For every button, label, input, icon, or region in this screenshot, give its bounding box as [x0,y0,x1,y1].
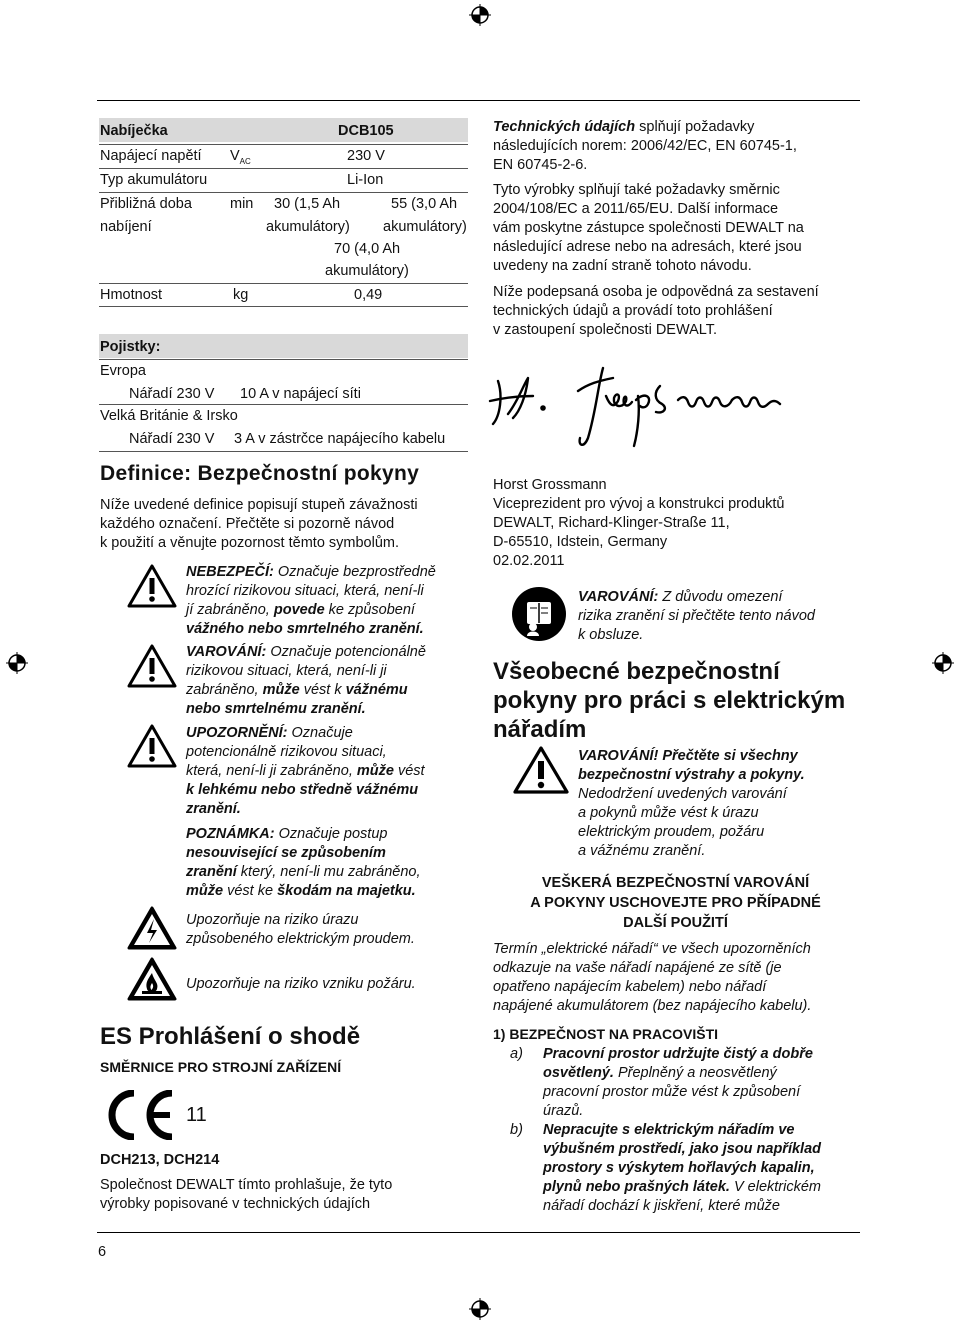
bottom-rule [97,1232,860,1233]
notice-text: POZNÁMKA: Označuje postup nesouvisející se způsobením zranění který, není-li mu zabráněno, může vést ke škodám na majetku. [186,826,421,899]
spec-value: akumulátory) [266,219,350,235]
read-manual-icon [511,586,567,642]
fire-hazard-icon [127,957,177,1001]
spec-value: akumulátory) [383,219,467,235]
spec-label: Napájecí napětí [100,148,202,164]
item-b-text: Nepracujte s elektrickým nářadím ve výbušném prostředí, jako jsou například prostory s výskytem hořlavých kapalin, plynů nebo prašných látek. V elektrickém nářadí dochází k jiskření, které může [543,1122,821,1214]
save-instructions: VEŠKERÁ BEZPEČNOSTNÍ VAROVÁNÍ A POKYNY USCHOVEJTE PRO PŘÍPADNÉ DALŠÍ POUŽITÍ [530,875,821,931]
declaration-models: DCH213, DCH214 [100,1152,220,1168]
definitions-intro: Níže uvedené definice popisují stupeň závažnosti každého označení. Přečtěte si pozorně návod k použití a věnujte pozornost těmto symbolům. [100,497,418,551]
danger-text: NEBEZPEČÍ: Označuje bezprostředně hrozící rizikovou situaci, která, není-li jí zabráněno, povede ke způsobení vážného nebo smrtelného zranění. [186,564,436,637]
table-rule [99,359,468,360]
technical-data-text: Technických údajích splňují požadavky následujících norem: 2006/42/EC, EN 60745-1, EN 60745-2-6. [493,119,797,173]
general-safety-title: Všeobecné bezpečnostní pokyny pro práci s elektrickým nářadím [493,658,846,743]
fuses-header: Pojistky: [100,339,161,355]
warning-text: VAROVÁNÍ: Označuje potencionálně rizikovou situaci, která, není-li ji zabráněno, může vést k vážnému nebo smrtelnému zranění. [186,644,426,717]
item-a-label: a) [510,1046,523,1062]
read-manual-text: VAROVÁNÍ: Z důvodu omezení rizika zranění si přečtěte tento návod k obsluze. [578,589,815,643]
fuse-value: 10 A v napájecí síti [240,386,361,402]
fuse-region: Velká Británie & Irsko [100,408,238,424]
spec-value: 0,49 [354,287,383,303]
general-warning-icon [513,746,569,794]
registration-mark-icon [6,652,28,674]
section-work-area-safety: 1) BEZPEČNOST NA PRACOVIŠTI [493,1026,719,1042]
spec-label: Hmotnost [100,287,163,303]
table-rule [99,192,468,193]
spec-value: 55 (3,0 Ah [391,196,458,212]
fuse-region: Evropa [100,363,146,379]
spec-value: 230 V [347,148,385,164]
ce-mark-icon [104,1090,178,1140]
ce-number: 11 [186,1104,207,1126]
table-header-label: Nabíječka [100,123,168,139]
table-rule [99,404,468,405]
table-rule [99,168,468,169]
signer-intro: Níže podepsaná osoba je odpovědná za sestavení technických údajů a provádí toto prohlášení v zastoupení společnosti DEWALT. [493,284,819,338]
top-rule [97,100,860,101]
fire-text: Upozorňuje na riziko vzniku požáru. [186,976,416,992]
registration-mark-icon [932,652,954,674]
spec-unit: $V_{AC}$ [230,148,251,166]
caution-icon [127,724,177,768]
declaration-subtitle: SMĚRNICE PRO STROJNÍ ZAŘÍZENÍ [100,1059,342,1075]
electric-shock-icon [127,906,177,950]
fuse-value: 3 A v zástrčce napájecího kabelu [234,431,446,447]
warning-icon [127,644,177,688]
declaration-text: Společnost DEWALT tímto prohlašuje, že tyto výrobky popisované v technických údajích [100,1177,393,1212]
spec-value: 70 (4,0 Ah [334,241,401,257]
table-rule [99,451,468,452]
table-rule [99,144,468,145]
electric-text: Upozorňuje na riziko úrazu způsobeného elektrickým proudem. [186,912,415,947]
general-warning-text: VAROVÁNÍ! Přečtěte si všechny bezpečnostní výstrahy a pokyny. Nedodržení uvedených varování a pokynů může vést k úrazu elektrickým proudem, požáru a vážnému zranění. [578,748,805,859]
spec-label: Typ akumulátoru [100,172,208,188]
directives-text: Tyto výrobky splňují také požadavky směrnic 2004/108/EC a 2011/65/EU. Další informace vám poskytne zástupce společnosti DEWALT na následující adrese nebo na adresách, které jsou uvedeny na zadní straně tohoto návodu. [493,182,804,274]
spec-unit: kg [233,287,249,303]
fuse-tool: Nářadí 230 V [129,386,215,402]
spec-unit: min [230,196,254,212]
signer-info: Horst Grossmann Viceprezident pro vývoj a konstrukci produktů DEWALT, Richard-Klinger-Straße 11, D-65510, Idstein, Germany 02.02.2011 [493,477,785,569]
signature-image [488,356,788,456]
term-definition: Termín „elektrické nářadí“ ve všech upozorněních odkazuje na vaše nářadí napájené ze sítě (je opatřeno napájecím kabelem) nebo nářadí napájené akumulátorem (bez napájecího kabelu). [493,941,812,1014]
caution-text: UPOZORNĚNÍ: Označuje potencionálně rizikovou situaci, která, není-li ji zabráněno, může vést k lehkému nebo středně vážnému zranění. [186,725,425,817]
item-a-text: Pracovní prostor udržujte čistý a dobře osvětlený. Přeplněný a neosvětlený pracovní prostor může vést k způsobení úrazů. [543,1046,813,1119]
registration-mark-icon [469,4,491,26]
page-number: 6 [98,1244,107,1260]
spec-label: Přibližná doba [100,196,192,212]
declaration-title: ES Prohlášení o shodě [100,1023,361,1050]
registration-mark-icon [469,1298,491,1320]
table-rule [99,306,468,307]
spec-value: Li-Ion [347,172,384,188]
table-header-value: DCB105 [338,123,394,139]
fuse-tool: Nářadí 230 V [129,431,215,447]
spec-label: nabíjení [100,219,152,235]
spec-value: 30 (1,5 Ah [274,196,341,212]
danger-warning-icon [127,564,177,608]
item-b-label: b) [510,1122,523,1138]
table-rule [99,283,468,284]
spec-value: akumulátory) [325,263,409,279]
definitions-title: Definice: Bezpečnostní pokyny [100,462,420,485]
